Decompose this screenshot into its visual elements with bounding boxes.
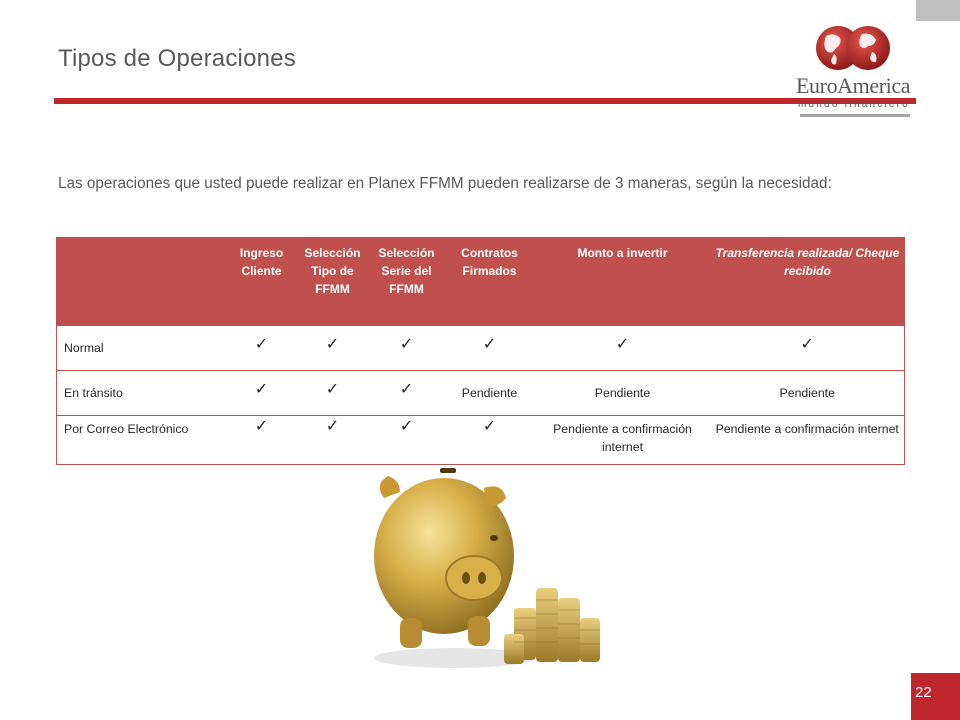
check-icon: ✓ [535,326,711,371]
check-icon: ✓ [227,416,297,465]
table-cell: Pendiente [445,371,535,416]
check-icon: ✓ [445,326,535,371]
check-icon: ✓ [227,326,297,371]
table-cell: Pendiente a confirmación internet [711,416,905,465]
row-label: Por Correo Electrónico [57,416,227,465]
table-cell: Pendiente [711,371,905,416]
corner-tab [916,0,960,21]
operations-table [56,237,905,465]
check-icon: ✓ [297,326,369,371]
check-icon: ✓ [369,416,445,465]
table-header-row [57,238,905,326]
table-header-cell: Selección Tipo de FFMM [297,238,369,326]
euroamerica-logo [796,24,914,120]
table-header-cell: Transferencia realizada/ Cheque recibido [711,238,905,326]
table-header-cell: Selección Serie del FFMM [369,238,445,326]
table-header-cell [57,238,227,326]
table-row [57,326,905,371]
table-cell: Pendiente [535,371,711,416]
check-icon: ✓ [369,326,445,371]
title-rule [54,98,916,104]
check-icon: ✓ [297,371,369,416]
table-cell: Pendiente a confirmación internet [535,416,711,465]
table-header-cell: Monto a invertir [535,238,711,326]
twin-globes-icon [796,24,914,74]
check-icon: ✓ [445,416,535,465]
table-row [57,371,905,416]
logo-tagline: mundo financiero [798,99,910,110]
check-icon: ✓ [369,371,445,416]
table-header-cell: Contratos Firmados [445,238,535,326]
page-title: Tipos de Operaciones [58,45,296,72]
piggy-bank-image [344,458,616,676]
intro-text: Las operaciones que usted puede realizar en Planex FFMM pueden realizarse de 3 maneras, según la necesidad: [58,175,832,192]
check-icon: ✓ [297,416,369,465]
logo-underline [800,114,910,117]
table-header-cell: Ingreso Cliente [227,238,297,326]
row-label: En tránsito [57,371,227,416]
logo-wordmark: EuroAmerica [796,73,911,98]
check-icon: ✓ [711,326,905,371]
page-number: 22 [911,673,960,720]
row-label: Normal [57,326,227,371]
check-icon: ✓ [227,371,297,416]
